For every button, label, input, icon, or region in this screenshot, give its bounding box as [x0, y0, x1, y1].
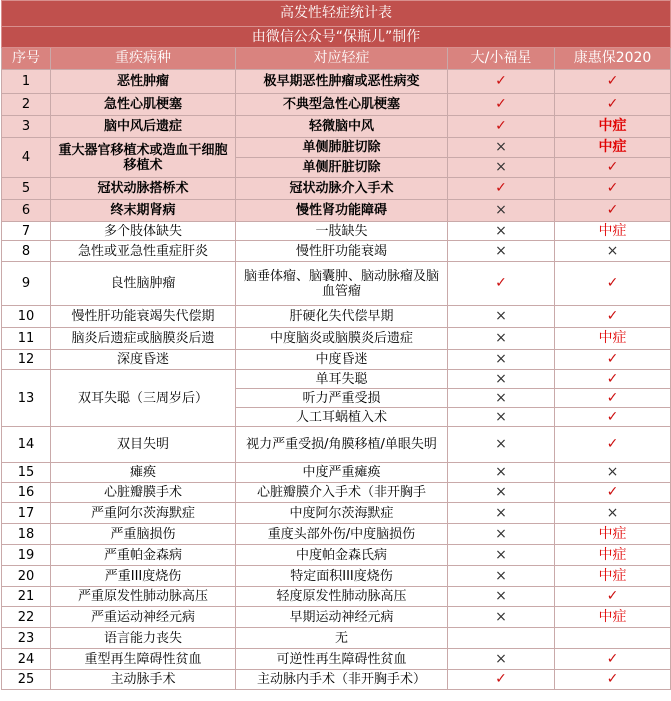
mild-illness-cell: 一肢缺失: [236, 222, 448, 241]
row-number: 3: [2, 116, 51, 138]
cross-icon: ×: [448, 241, 555, 262]
cross-icon: ×: [448, 200, 555, 222]
check-icon: ✓: [555, 200, 671, 222]
critical-illness-cell: 重大器官移植术或造血干细胞移植术: [51, 138, 236, 178]
row-number: 4: [2, 138, 51, 178]
table-row: [2, 649, 671, 670]
check-icon: ✓: [448, 178, 555, 200]
mild-illness-cell: 轻微脑中风: [236, 116, 448, 138]
header-kanghuibao: 康惠保2020: [555, 48, 671, 70]
cross-icon: ×: [448, 649, 555, 670]
check-icon: ✓: [448, 262, 555, 306]
mild-illness-cell: 冠状动脉介入手术: [236, 178, 448, 200]
row-number: 21: [2, 587, 51, 607]
cross-icon: ×: [448, 427, 555, 463]
critical-illness-cell: 严重运动神经元病: [51, 607, 236, 628]
critical-illness-cell: 双目失明: [51, 427, 236, 463]
table-row: [2, 545, 671, 566]
table-subtitle: 由微信公众号“保瓶儿”制作: [2, 27, 671, 48]
table-row: [2, 70, 671, 94]
cross-icon: ×: [448, 158, 555, 178]
table-row: [2, 607, 671, 628]
cross-icon: ×: [555, 463, 671, 483]
row-number: 23: [2, 628, 51, 649]
cross-icon: ×: [448, 328, 555, 350]
row-number: 24: [2, 649, 51, 670]
table-row: [2, 262, 671, 306]
mild-illness-cell: 单耳失聪: [236, 370, 448, 389]
mild-illness-cell: 单侧肝脏切除: [236, 158, 448, 178]
check-icon: ✓: [555, 70, 671, 94]
critical-illness-cell: 良性脑肿瘤: [51, 262, 236, 306]
cross-icon: ×: [448, 566, 555, 587]
check-icon: ✓: [555, 158, 671, 178]
mild-illness-cell: 特定面积III度烧伤: [236, 566, 448, 587]
cross-icon: ×: [448, 222, 555, 241]
cross-icon: ×: [448, 370, 555, 389]
mild-illness-cell: 听力严重受损: [236, 389, 448, 408]
critical-illness-cell: 严重III度烧伤: [51, 566, 236, 587]
row-number: 10: [2, 306, 51, 328]
critical-illness-cell: 急性心肌梗塞: [51, 94, 236, 116]
header-row: [2, 48, 671, 70]
critical-illness-cell: 瘫痪: [51, 463, 236, 483]
moderate-label: 中症: [555, 545, 671, 566]
critical-illness-cell: 终末期肾病: [51, 200, 236, 222]
critical-illness-cell: 重型再生障碍性贫血: [51, 649, 236, 670]
check-icon: ✓: [555, 178, 671, 200]
mild-illness-cell: 中度昏迷: [236, 350, 448, 370]
table-row: [2, 328, 671, 350]
mild-illness-cell: 重度头部外伤/中度脑损伤: [236, 524, 448, 545]
row-number: 12: [2, 350, 51, 370]
row-number: 13: [2, 370, 51, 427]
critical-illness-cell: 深度昏迷: [51, 350, 236, 370]
moderate-label: 中症: [555, 328, 671, 350]
row-number: 22: [2, 607, 51, 628]
row-number: 2: [2, 94, 51, 116]
cross-icon: ×: [555, 241, 671, 262]
mild-illness-cell: 轻度原发性肺动脉高压: [236, 587, 448, 607]
mild-illness-cell: 中度阿尔茨海默症: [236, 503, 448, 524]
check-icon: ✓: [555, 350, 671, 370]
moderate-label: 中症: [555, 566, 671, 587]
header-daxiaofuxing: 大/小福星: [448, 48, 555, 70]
cross-icon: ×: [448, 138, 555, 158]
mild-illness-cell: 中度帕金森氏病: [236, 545, 448, 566]
critical-illness-cell: 严重原发性肺动脉高压: [51, 587, 236, 607]
table-row: [2, 463, 671, 483]
table-row: [2, 370, 671, 389]
moderate-label: 中症: [555, 607, 671, 628]
table-row: [2, 138, 671, 158]
table-title: 高发性轻症统计表: [2, 1, 671, 27]
mild-illness-cell: 可逆性再生障碍性贫血: [236, 649, 448, 670]
empty-cell: [555, 628, 671, 649]
check-icon: ✓: [555, 670, 671, 690]
row-number: 5: [2, 178, 51, 200]
cross-icon: ×: [448, 607, 555, 628]
mild-illness-cell: 中度脑炎或脑膜炎后遗症: [236, 328, 448, 350]
mild-illness-cell: 不典型急性心肌梗塞: [236, 94, 448, 116]
cross-icon: ×: [448, 463, 555, 483]
table-row: [2, 670, 671, 690]
critical-illness-cell: 语言能力丧失: [51, 628, 236, 649]
critical-illness-cell: 多个肢体缺失: [51, 222, 236, 241]
moderate-label: 中症: [555, 222, 671, 241]
table-row: [2, 503, 671, 524]
check-icon: ✓: [555, 483, 671, 503]
table-row: [2, 566, 671, 587]
moderate-label: 中症: [555, 138, 671, 158]
stats-table: [1, 0, 671, 690]
table-row: [2, 628, 671, 649]
row-number: 14: [2, 427, 51, 463]
cross-icon: ×: [555, 503, 671, 524]
check-icon: ✓: [448, 116, 555, 138]
critical-illness-cell: 脑中风后遗症: [51, 116, 236, 138]
check-icon: ✓: [555, 649, 671, 670]
critical-illness-cell: 主动脉手术: [51, 670, 236, 690]
moderate-label: 中症: [555, 116, 671, 138]
cross-icon: ×: [448, 503, 555, 524]
header-number: 序号: [2, 48, 51, 70]
row-number: 17: [2, 503, 51, 524]
table-row: [2, 587, 671, 607]
table-row: [2, 483, 671, 503]
critical-illness-cell: 冠状动脉搭桥术: [51, 178, 236, 200]
check-icon: ✓: [555, 370, 671, 389]
mild-illness-cell: 脑垂体瘤、脑囊肿、脑动脉瘤及脑血管瘤: [236, 262, 448, 306]
mild-illness-cell: 无: [236, 628, 448, 649]
critical-illness-cell: 慢性肝功能衰竭失代偿期: [51, 306, 236, 328]
critical-illness-cell: 严重阿尔茨海默症: [51, 503, 236, 524]
mild-illness-cell: 早期运动神经元病: [236, 607, 448, 628]
check-icon: ✓: [555, 306, 671, 328]
check-icon: ✓: [555, 408, 671, 427]
row-number: 16: [2, 483, 51, 503]
mild-illness-cell: 心脏瓣膜介入手术（非开胸手: [236, 483, 448, 503]
row-number: 18: [2, 524, 51, 545]
empty-cell: [448, 628, 555, 649]
check-icon: ✓: [448, 94, 555, 116]
table-row: [2, 222, 671, 241]
row-number: 7: [2, 222, 51, 241]
mild-illness-cell: 中度严重瘫痪: [236, 463, 448, 483]
cross-icon: ×: [448, 389, 555, 408]
row-number: 15: [2, 463, 51, 483]
moderate-label: 中症: [555, 524, 671, 545]
mild-illness-cell: 肝硬化失代偿早期: [236, 306, 448, 328]
check-icon: ✓: [555, 94, 671, 116]
cross-icon: ×: [448, 483, 555, 503]
mild-illness-cell: 极早期恶性肿瘤或恶性病变: [236, 70, 448, 94]
mild-illness-cell: 慢性肝功能衰竭: [236, 241, 448, 262]
row-number: 1: [2, 70, 51, 94]
critical-illness-cell: 双耳失聪（三周岁后）: [51, 370, 236, 427]
check-icon: ✓: [448, 70, 555, 94]
critical-illness-cell: 急性或亚急性重症肝炎: [51, 241, 236, 262]
row-number: 8: [2, 241, 51, 262]
row-number: 19: [2, 545, 51, 566]
cross-icon: ×: [448, 587, 555, 607]
table-row: [2, 524, 671, 545]
check-icon: ✓: [555, 427, 671, 463]
table-row: [2, 350, 671, 370]
row-number: 20: [2, 566, 51, 587]
table-row: [2, 306, 671, 328]
cross-icon: ×: [448, 408, 555, 427]
mild-illness-cell: 视力严重受损/角膜移植/单眼失明: [236, 427, 448, 463]
table-row: [2, 94, 671, 116]
row-number: 9: [2, 262, 51, 306]
row-number: 11: [2, 328, 51, 350]
header-mild-illness: 对应轻症: [236, 48, 448, 70]
critical-illness-cell: 心脏瓣膜手术: [51, 483, 236, 503]
check-icon: ✓: [555, 389, 671, 408]
critical-illness-cell: 脑炎后遗症或脑膜炎后遗: [51, 328, 236, 350]
check-icon: ✓: [448, 670, 555, 690]
row-number: 6: [2, 200, 51, 222]
table-row: [2, 178, 671, 200]
cross-icon: ×: [448, 350, 555, 370]
cross-icon: ×: [448, 545, 555, 566]
check-icon: ✓: [555, 587, 671, 607]
table-row: [2, 427, 671, 463]
table-row: [2, 200, 671, 222]
table-row: [2, 116, 671, 138]
cross-icon: ×: [448, 306, 555, 328]
table-row: [2, 241, 671, 262]
critical-illness-cell: 恶性肿瘤: [51, 70, 236, 94]
mild-illness-cell: 主动脉内手术（非开胸手术）: [236, 670, 448, 690]
mild-illness-cell: 单侧肺脏切除: [236, 138, 448, 158]
mild-illness-cell: 慢性肾功能障碍: [236, 200, 448, 222]
critical-illness-cell: 严重脑损伤: [51, 524, 236, 545]
header-critical-illness: 重疾病种: [51, 48, 236, 70]
cross-icon: ×: [448, 524, 555, 545]
row-number: 25: [2, 670, 51, 690]
mild-illness-cell: 人工耳蜗植入术: [236, 408, 448, 427]
check-icon: ✓: [555, 262, 671, 306]
critical-illness-cell: 严重帕金森病: [51, 545, 236, 566]
